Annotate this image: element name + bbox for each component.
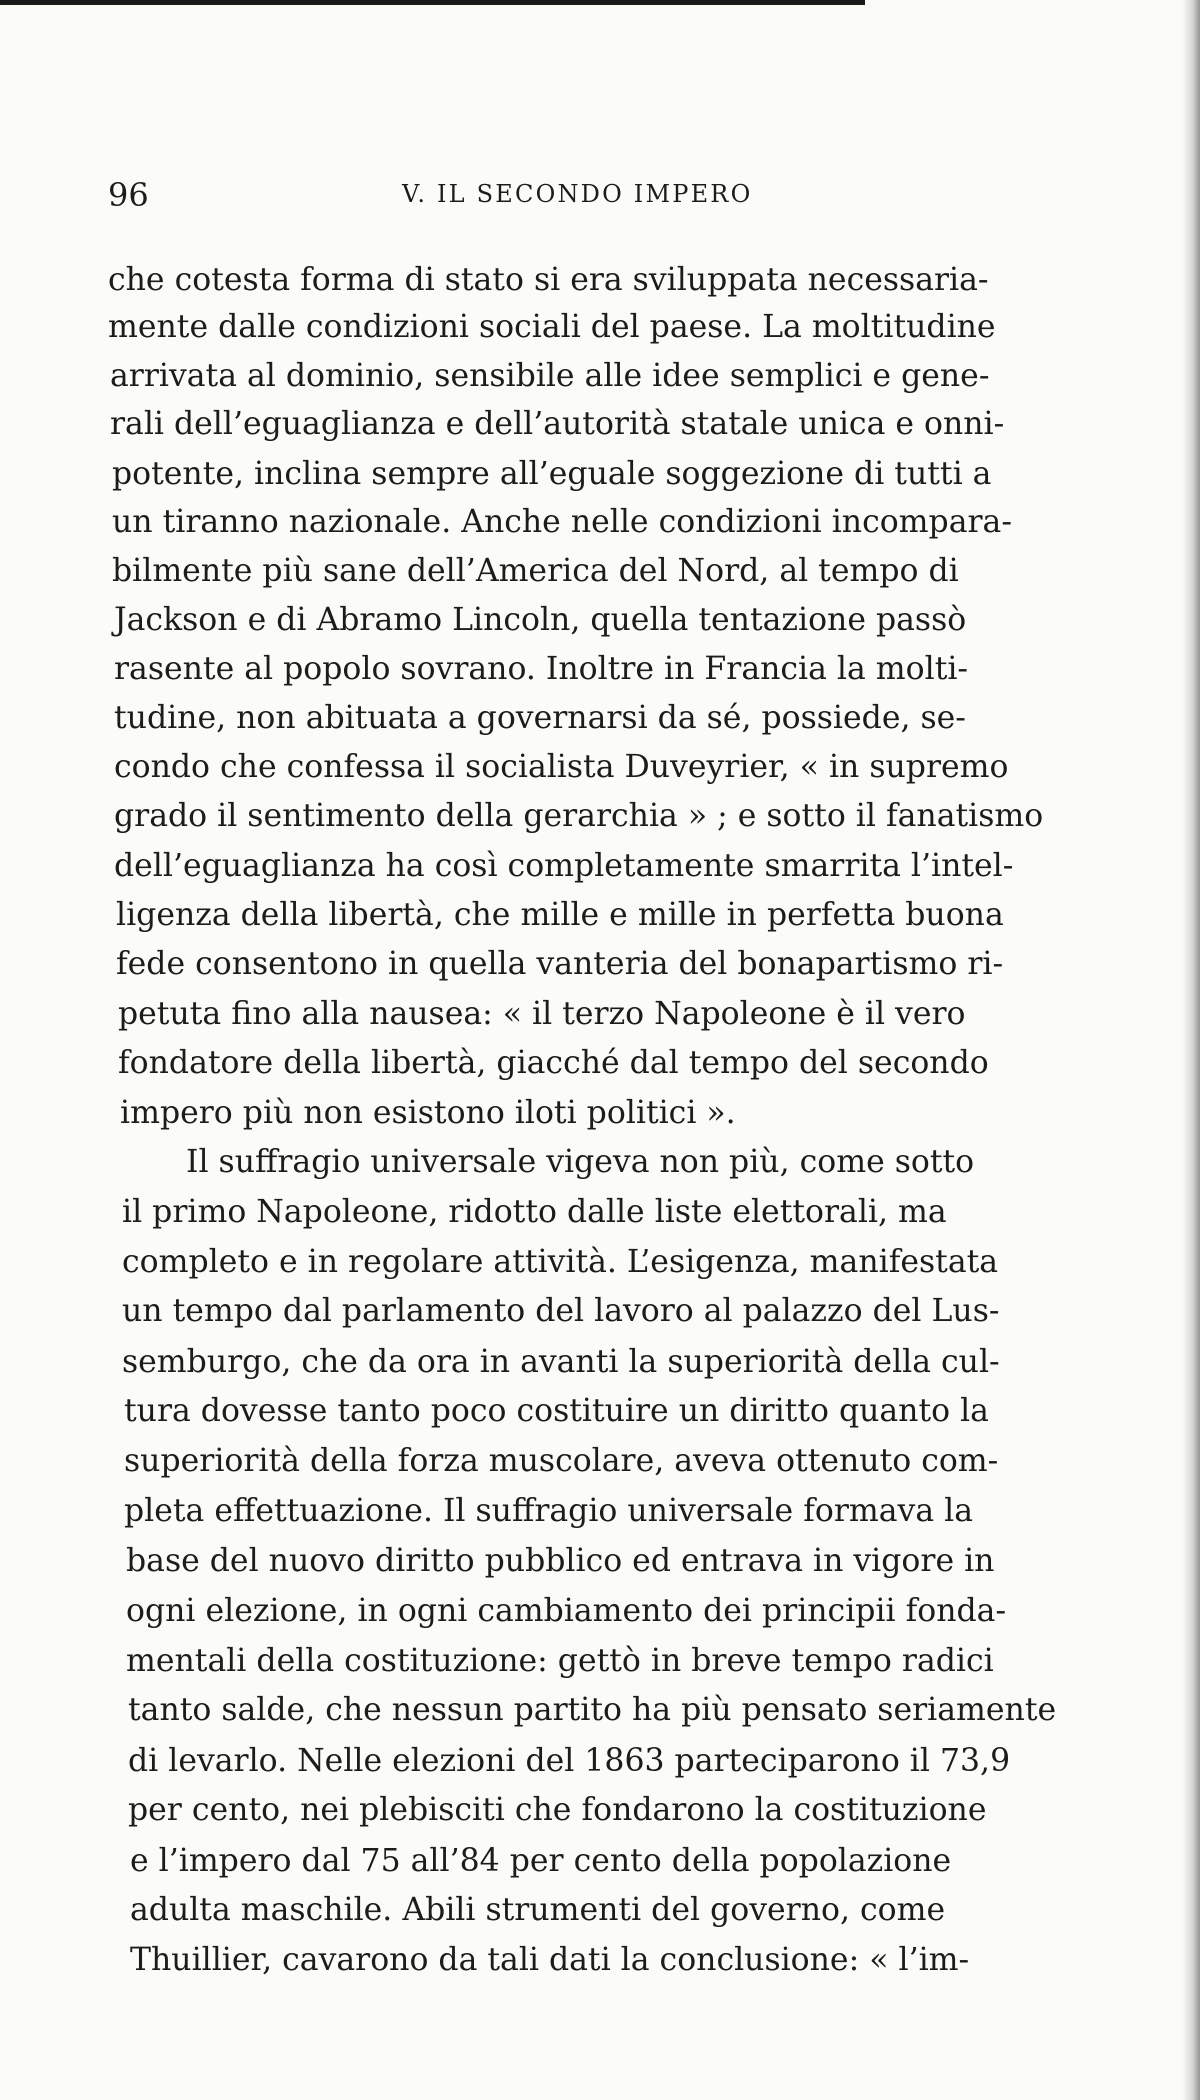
text-line: base del nuovo diritto pubblico ed entrava in vigore in [126, 1543, 995, 1580]
text-line: tanto salde, che nessun partito ha più pensato seriamente [128, 1692, 1057, 1729]
text-line: impero più non esistono iloti politici ». [120, 1094, 736, 1131]
text-line: mente dalle condizioni sociali del paese. La moltitudine [108, 309, 996, 346]
text-line: rasente al popolo sovrano. Inoltre in Francia la molti- [114, 651, 969, 688]
text-line: semburgo, che da ora in avanti la superiorità della cul- [122, 1343, 1000, 1380]
text-line: tudine, non abituata a governarsi da sé, possiede, se- [114, 699, 966, 736]
text-line: rali dell’eguaglianza e dell’autorità statale unica e onni- [110, 406, 1005, 443]
running-head [108, 172, 808, 222]
text-line: petuta fino alla nausea: « il terzo Napoleone è il vero [118, 995, 966, 1032]
text-line: potente, inclina sempre all’eguale soggezione di tutti a [112, 455, 992, 492]
scanned-page-edge [1182, 0, 1200, 2100]
text-line: un tiranno nazionale. Anche nelle condizioni incompara- [112, 503, 1012, 540]
top-edge-rule [0, 0, 865, 5]
text-line: superiorità della forza muscolare, aveva ottenuto com- [124, 1443, 999, 1480]
text-line: adulta maschile. Abili strumenti del governo, come [130, 1891, 946, 1928]
text-line: un tempo dal parlamento del lavoro al palazzo del Lus- [122, 1293, 1000, 1330]
text-line: dell’eguaglianza ha così completamente smarrita l’intel- [114, 847, 1014, 884]
text-line: che cotesta forma di stato si era sviluppata necessaria- [108, 262, 989, 298]
text-line: ligenza della libertà, che mille e mille in perfetta buona [116, 897, 1004, 934]
text-line: il primo Napoleone, ridotto dalle liste elettorali, ma [122, 1194, 947, 1231]
text-line: completo e in regolare attività. L’esigenza, manifestata [122, 1243, 999, 1280]
text-line: pleta effettuazione. Il suffragio universale formava la [124, 1492, 973, 1529]
text-line: e l’impero dal 75 all’84 per cento della popolazione [130, 1842, 952, 1879]
text-line: Jackson e di Abramo Lincoln, quella tentazione passò [114, 601, 967, 638]
text-line: tura dovesse tanto poco costituire un diritto quanto la [124, 1392, 989, 1429]
text-line: grado il sentimento della gerarchia » ; e sotto il fanatismo [114, 798, 1044, 835]
text-line: mentali della costituzione: gettò in breve tempo radici [126, 1642, 994, 1679]
text-line: per cento, nei plebisciti che fondarono la costituzione [128, 1792, 987, 1829]
text-line: fondatore della libertà, giacché dal tempo del secondo [118, 1045, 989, 1082]
text-line: arrivata al dominio, sensibile alle idee semplici e gene- [110, 357, 990, 394]
text-line: fede consentono in quella vanteria del bonapartismo ri- [116, 946, 1004, 983]
text-line: di levarlo. Nelle elezioni del 1863 parteciparono il 73,9 [128, 1742, 1011, 1779]
page-number: 96 [108, 176, 149, 214]
chapter-title: V. IL SECONDO IMPERO [402, 180, 753, 208]
page-body [108, 258, 1108, 1987]
text-line: ogni elezione, in ogni cambiamento dei principii fonda- [126, 1592, 1007, 1629]
text-line: bilmente più sane dell’America del Nord, al tempo di [112, 553, 959, 590]
text-line: Thuillier, cavarono da tali dati la conclusione: « l’im- [130, 1942, 970, 1979]
text-line: condo che confessa il socialista Duveyrier, « in supremo [114, 748, 1009, 785]
text-line: Il suffragio universale vigeva non più, come sotto [186, 1144, 975, 1181]
